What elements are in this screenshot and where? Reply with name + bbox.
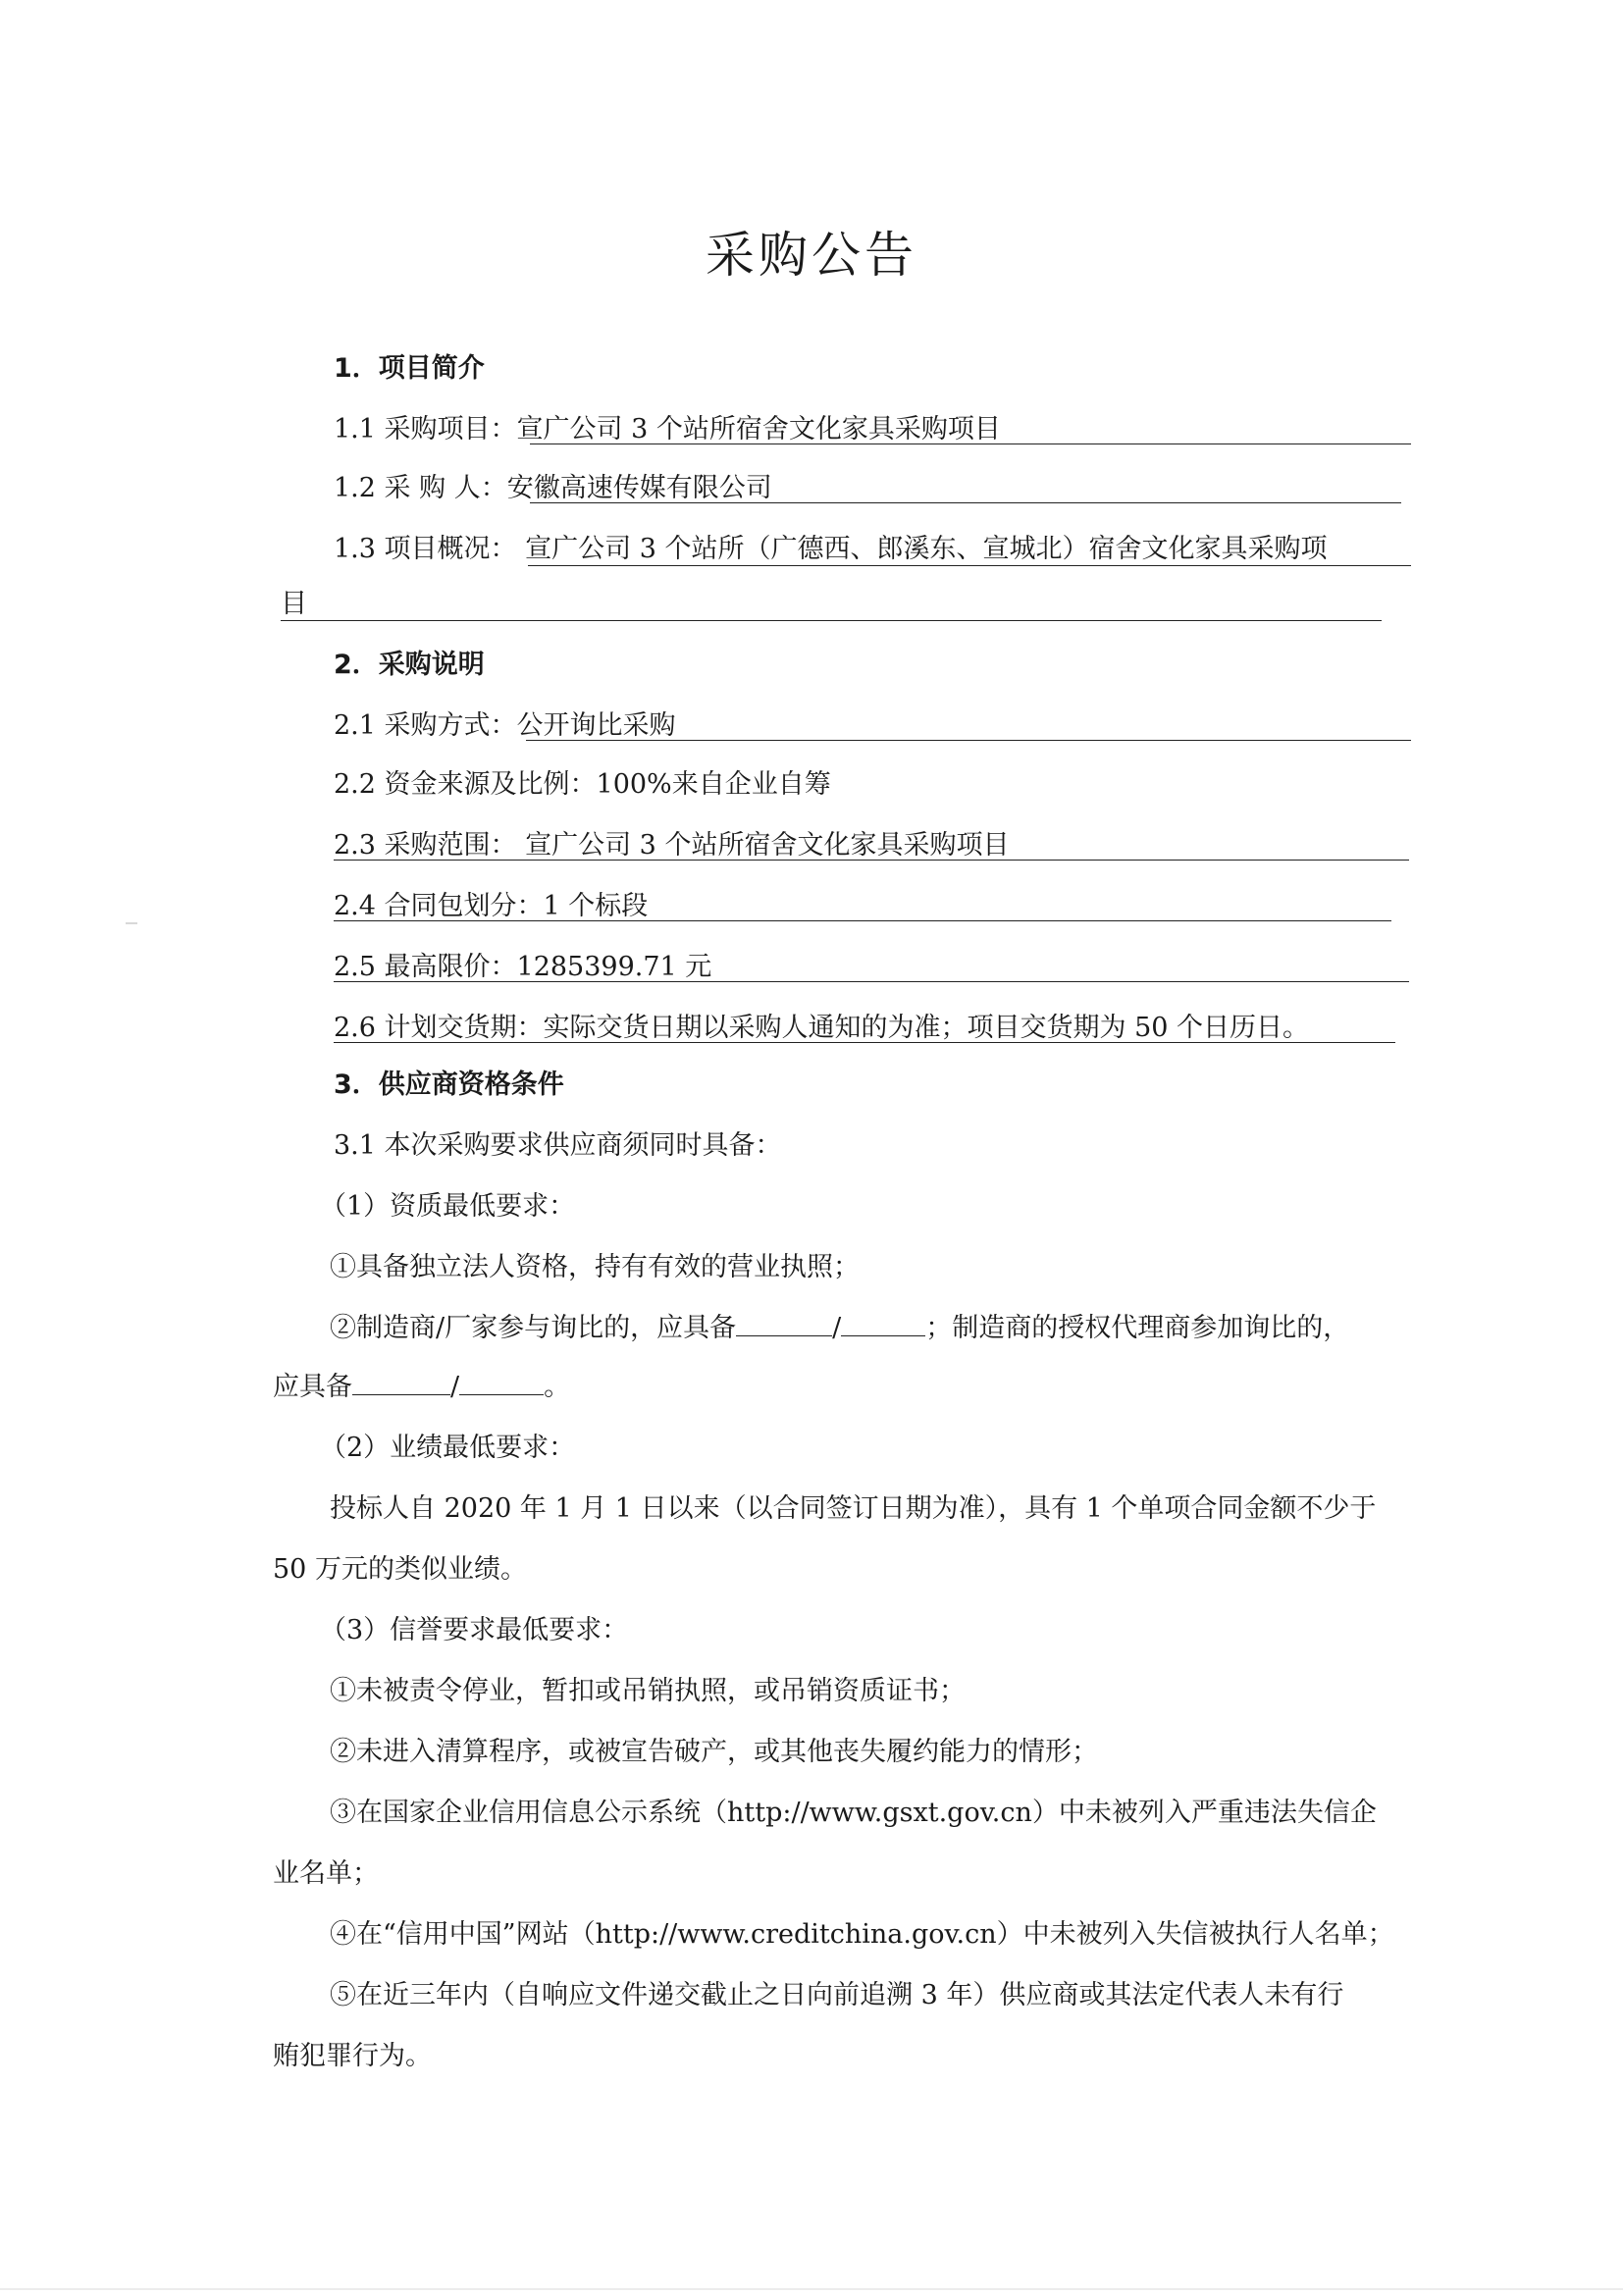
item-1-1-label: 采购项目： bbox=[384, 414, 517, 444]
performance-text-continuation: 50 万元的类似业绩。 bbox=[273, 1554, 527, 1585]
item-1-2-value: 安徽高速传媒有限公司 bbox=[506, 473, 772, 503]
item-1-3-continuation: 目 bbox=[281, 589, 307, 619]
item-3-1: 3.1 本次采购要求供应商须同时具备： bbox=[334, 1130, 782, 1161]
item-1-3 bbox=[334, 530, 1327, 569]
agent-prefix: 应具备 bbox=[273, 1372, 352, 1402]
credit-item-4: ④在“信用中国”网站（http://www.creditchina.gov.cn）中未被列入失信被执行人名单； bbox=[330, 1919, 1394, 1950]
qualification-item-1: ①具备独立法人资格，持有有效的营业执照； bbox=[330, 1252, 860, 1282]
qualification-item-2 bbox=[330, 1309, 1349, 1348]
agent-slash: / bbox=[450, 1372, 460, 1402]
manufacturer-blank bbox=[736, 1312, 832, 1336]
item-1-3-label: 项目概况： bbox=[384, 534, 517, 564]
item-1-3-underline bbox=[528, 565, 1411, 566]
credit-item-1: ①未被责令停业，暂扣或吊销执照，或吊销资质证书； bbox=[330, 1676, 966, 1706]
item-2-4: 2.4 合同包划分：1 个标段 bbox=[334, 891, 649, 921]
item-1-2-underline bbox=[530, 502, 1401, 503]
credit-item-3: ③在国家企业信用信息公示系统（http://www.gsxt.gov.cn）中未被列入严重违法失信企 bbox=[330, 1798, 1377, 1828]
page-title: 采购公告 bbox=[706, 227, 917, 284]
performance-text: 投标人自 2020 年 1 月 1 日以来（以合同签订日期为准），具有 1 个单项合同金额不少于 bbox=[330, 1493, 1377, 1524]
item-2-5: 2.5 最高限价：1285399.71 元 bbox=[334, 952, 712, 982]
qualification-item-2-prefix: ②制造商/厂家参与询比的，应具备 bbox=[330, 1313, 737, 1343]
agent-blank-2 bbox=[459, 1371, 544, 1395]
scan-mark bbox=[126, 922, 137, 924]
item-1-1-number: 1.1 bbox=[334, 414, 376, 444]
credit-item-3-continuation: 业名单； bbox=[273, 1858, 379, 1889]
agent-end: 。 bbox=[544, 1372, 571, 1402]
performance-heading: （2）业绩最低要求： bbox=[320, 1433, 576, 1463]
manufacturer-slash: / bbox=[832, 1313, 842, 1343]
credit-item-5-continuation: 贿犯罪行为。 bbox=[273, 2041, 432, 2071]
item-1-3-continuation-underline bbox=[281, 620, 1382, 621]
item-2-6: 2.6 计划交货期：实际交货日期以采购人通知的为准；项目交货期为 50 个日历日。 bbox=[334, 1013, 1310, 1043]
item-2-5-underline bbox=[334, 981, 1409, 982]
item-2-4-underline bbox=[334, 920, 1391, 921]
item-2-1-underline bbox=[526, 740, 1411, 741]
scan-edge bbox=[0, 2288, 1623, 2290]
item-1-3-number: 1.3 bbox=[334, 534, 376, 564]
manufacturer-blank-2 bbox=[841, 1312, 925, 1336]
item-1-2-number: 1.2 bbox=[334, 473, 376, 503]
item-2-3-underline bbox=[334, 860, 1409, 861]
credit-heading: （3）信誉要求最低要求： bbox=[320, 1615, 629, 1645]
section-3-heading: 3．供应商资格条件 bbox=[334, 1070, 564, 1100]
item-1-2-label: 采 购 人： bbox=[384, 473, 507, 503]
qualification-item-2-continuation bbox=[273, 1368, 570, 1407]
item-2-1-label: 2.1 采购方式： bbox=[334, 710, 517, 741]
item-2-1-value: 公开询比采购 bbox=[516, 710, 676, 741]
section-1-heading: 1．项目简介 bbox=[334, 353, 485, 384]
section-2-heading: 2．采购说明 bbox=[334, 650, 485, 680]
qualification-heading: （1）资质最低要求： bbox=[320, 1191, 576, 1222]
item-1-3-value: 宣广公司 3 个站所（广德西、郎溪东、宣城北）宿舍文化家具采购项 bbox=[516, 534, 1328, 564]
qualification-item-2-suffix: ；制造商的授权代理商参加询比的， bbox=[925, 1313, 1350, 1343]
item-1-1-value: 宣广公司 3 个站所宿舍文化家具采购项目 bbox=[516, 414, 1001, 444]
item-2-6-underline bbox=[334, 1042, 1395, 1043]
item-2-2: 2.2 资金来源及比例：100%来自企业自筹 bbox=[334, 769, 831, 800]
credit-item-2: ②未进入清算程序，或被宣告破产，或其他丧失履约能力的情形； bbox=[330, 1737, 1098, 1767]
agent-blank bbox=[352, 1371, 450, 1395]
item-2-3: 2.3 采购范围： 宣广公司 3 个站所宿舍文化家具采购项目 bbox=[334, 830, 1010, 861]
credit-item-5: ⑤在近三年内（自响应文件递交截止之日向前追溯 3 年）供应商或其法定代表人未有行 bbox=[330, 1980, 1344, 2010]
